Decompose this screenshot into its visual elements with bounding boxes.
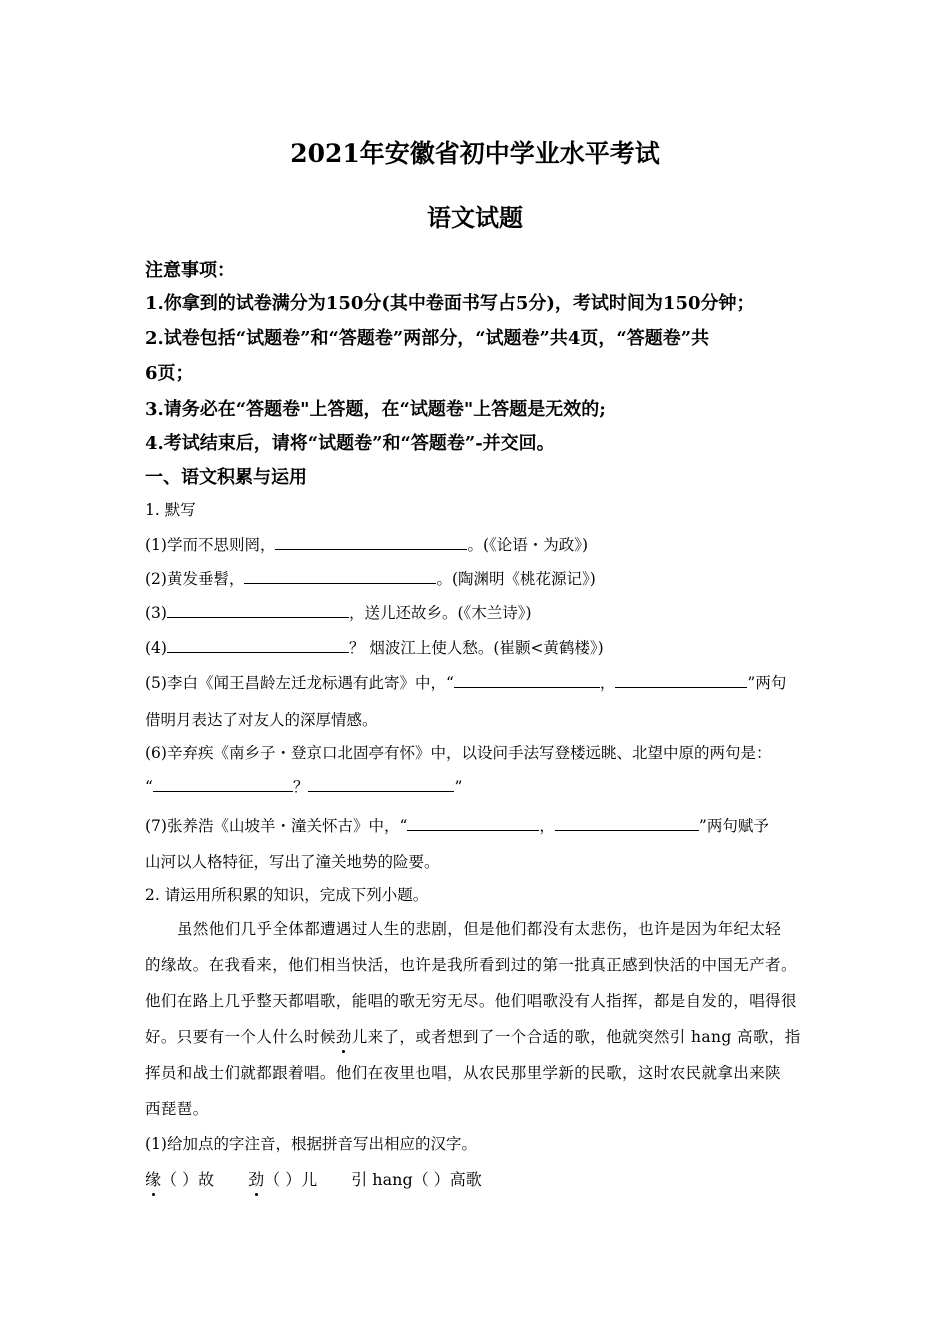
passage-text: 好。只要有一个人什么时候	[145, 1028, 336, 1046]
answer-slot[interactable]: （ ）儿	[264, 1170, 318, 1189]
notice-item: 2.试卷包括“试题卷”和“答题卷”两部分，“试题卷”共4页，“答题卷”共	[145, 328, 710, 349]
recite-source: ，送儿还故乡。(《木兰诗》)	[348, 604, 532, 622]
recite-text: (7)张养浩《山坡羊・潼关怀古》中，“	[145, 817, 408, 835]
recite-text: (5)李白《闻王昌龄左迁龙标遇有此寄》中，“	[145, 674, 454, 692]
answer-slot[interactable]: 引 hang（ ）高歌	[351, 1170, 482, 1189]
passage-line: 西琵琶。	[145, 1100, 209, 1118]
pinyin-answer-row	[145, 1167, 482, 1190]
recite-item-2	[145, 567, 596, 589]
recite-sep: ，	[539, 817, 555, 835]
recite-item-3	[145, 601, 532, 623]
passage-line: 虽然他们几乎全体都遭遇过人生的悲剧，但是他们都没有太悲伤，也许是因为年纪太轻	[177, 920, 782, 938]
answer-blank[interactable]	[615, 673, 747, 688]
recite-source: 。(《论语・为政》)	[467, 536, 589, 554]
recite-text: (3)	[145, 604, 167, 622]
question-2-label: 2. 请运用所积累的知识，完成下列小题。	[145, 886, 429, 904]
exam-title: 2021年安徽省初中学业水平考试	[290, 139, 660, 168]
recite-item-4	[145, 636, 604, 658]
quote-close: ”	[454, 778, 463, 796]
dotted-char: 缘	[145, 1167, 161, 1190]
answer-slot[interactable]: （ ）故	[161, 1170, 215, 1189]
answer-blank[interactable]	[454, 673, 600, 688]
recite-text: (4)	[145, 639, 167, 657]
recite-source: 。(陶渊明《桃花源记》)	[436, 570, 596, 588]
question-mark: ？	[292, 778, 309, 796]
quote-open: “	[145, 778, 153, 796]
dotted-char: 劲	[336, 1025, 352, 1047]
recite-item-6-answers	[145, 775, 462, 797]
passage-line: 他们在路上几乎整天都唱歌，能唱的歌无穷无尽。他们唱歌没有人指挥，都是自发的，唱得很	[145, 992, 797, 1010]
recite-sep: ，	[599, 674, 616, 692]
recite-source: ？ 烟波江上使人愁。(崔颢<黄鹤楼》)	[348, 639, 604, 657]
question-1-label: 1. 默写	[145, 501, 196, 519]
notice-item: 1.你拿到的试卷满分为150分(其中卷面书写占5分)，考试时间为150分钟；	[145, 293, 755, 314]
recite-text: (2)黄发垂髫，	[145, 570, 245, 588]
recite-item-1	[145, 533, 588, 555]
notice-heading: 注意事项：	[145, 260, 235, 281]
recite-item-6: (6)辛弃疾《南乡子・登京口北固亭有怀》中，以设问手法写登楼远眺、北望中原的两句是：	[145, 744, 772, 762]
answer-blank[interactable]	[275, 535, 467, 550]
recite-tail: ”两句赋予	[698, 817, 769, 835]
passage-line: 的缘故。在我看来，他们相当快活，也许是我所看到过的第一批真正感到快活的中国无产者。	[145, 956, 797, 974]
recite-item-7	[145, 814, 769, 836]
notice-item: 6页；	[145, 363, 194, 384]
recite-item-5-cont: 借明月表达了对友人的深厚情感。	[145, 711, 378, 729]
answer-blank[interactable]	[244, 569, 436, 584]
answer-blank[interactable]	[167, 638, 349, 653]
recite-item-5	[145, 671, 786, 693]
recite-text: (1)学而不思则罔，	[145, 536, 276, 554]
passage-line: 挥员和战士们就都跟着唱。他们在夜里也唱，从农民那里学新的民歌，这时农民就拿出来陕	[145, 1064, 782, 1082]
exam-subtitle: 语文试题	[427, 203, 523, 232]
dotted-char: 劲	[248, 1167, 264, 1190]
recite-item-7-cont: 山河以人格特征，写出了潼关地势的险要。	[145, 853, 440, 871]
recite-tail: ”两句	[747, 674, 787, 692]
answer-blank[interactable]	[308, 777, 454, 792]
answer-blank[interactable]	[407, 816, 539, 831]
notice-item: 3.请务必在“答题卷"上答题，在“试题卷"上答题是无效的;	[145, 399, 606, 420]
sub-question-1: (1)给加点的字注音，根据拼音写出相应的汉字。	[145, 1135, 477, 1153]
answer-blank[interactable]	[555, 816, 699, 831]
notice-item: 4.考试结束后，请将“试题卷”和“答题卷”-并交回。	[145, 433, 555, 454]
answer-blank[interactable]	[153, 777, 293, 792]
passage-text: 儿来了，或者想到了一个合适的歌，他就突然引 hang 高歌，指	[351, 1028, 801, 1046]
answer-blank[interactable]	[167, 603, 349, 618]
passage-line	[145, 1025, 801, 1047]
section-heading: 一、语文积累与运用	[145, 467, 307, 488]
